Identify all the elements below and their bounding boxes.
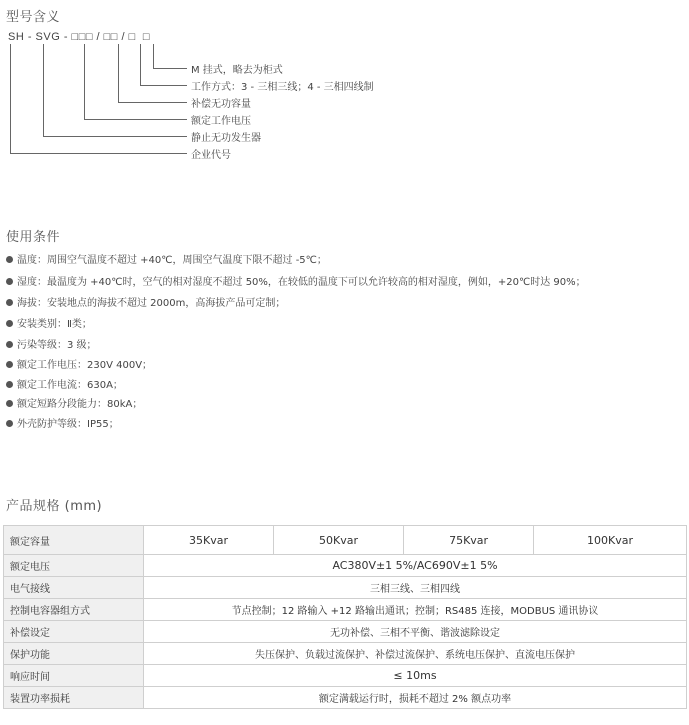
spec-table [3,525,687,709]
conditions-heading: 使用条件 [6,230,61,245]
row-value: AC380V±1 5%/AC690V±1 5% [144,555,687,577]
condition-item: 额定工作电流：630A； [6,376,123,391]
model-meaning-heading: 型号含义 [6,10,61,25]
row-value: 无功补偿、三相不平衡、谐波滤除设定 [144,621,687,643]
table-row [4,526,687,555]
capacity-cell: 50Kvar [274,526,404,555]
row-value: ≤ 10ms [144,665,687,687]
table-row [4,665,687,687]
bullet-icon [6,381,13,388]
table-row [4,621,687,643]
condition-item: 安装类别：Ⅱ类； [6,315,92,330]
row-label: 装置功率损耗 [4,687,144,709]
row-label: 保护功能 [4,643,144,665]
bullet-icon [6,299,13,306]
table-row [4,555,687,577]
model-label-work-mode: 工作方式：3 - 三相三线；4 - 三相四线制 [191,82,374,93]
row-value: 三相三线、三相四线 [144,577,687,599]
condition-item: 海拔：安装地点的海拔不超过 2000m，高海拔产品可定制； [6,294,285,309]
condition-item: 污染等级：3 级； [6,336,97,351]
row-value: 节点控制；12 路输入 +12 路输出通讯；控制；RS485 连接，MODBUS 通讯协议 [144,599,687,621]
model-label-mount: M 挂式，略去为柜式 [191,65,283,76]
bullet-icon [6,361,13,368]
model-label-company: 企业代号 [191,150,231,161]
spec-heading: 产品规格 (mm) [6,499,103,514]
table-row [4,599,687,621]
table-row [4,643,687,665]
row-label: 电气接线 [4,577,144,599]
row-label: 额定电压 [4,555,144,577]
row-value: 失压保护、负载过流保护、补偿过流保护、系统电压保护、直流电压保护 [144,643,687,665]
row-label: 额定容量 [4,526,144,555]
bullet-icon [6,320,13,327]
model-label-svg: 静止无功发生器 [191,133,261,144]
capacity-cell: 75Kvar [404,526,534,555]
condition-item: 湿度：最温度为 +40℃时，空气的相对湿度不超过 50%，在较低的温度下可以允许较高的相对湿度，例如，+20℃时达 90%； [6,273,586,288]
condition-item: 额定工作电压：230V 400V； [6,356,152,371]
capacity-cell: 35Kvar [144,526,274,555]
row-label: 补偿设定 [4,621,144,643]
bullet-icon [6,341,13,348]
row-label: 控制电容器组方式 [4,599,144,621]
condition-item: 温度：周围空气温度不超过 +40℃，周围空气温度下限不超过 -5℃； [6,251,327,266]
bullet-icon [6,420,13,427]
table-row [4,577,687,599]
bullet-icon [6,256,13,263]
bullet-icon [6,278,13,285]
model-label-voltage: 额定工作电压 [191,116,251,127]
table-row [4,687,687,709]
condition-item: 外壳防护等级：IP55； [6,415,119,430]
model-label-capacity: 补偿无功容量 [191,99,251,110]
row-value: 额定满载运行时，损耗不超过 2% 额点功率 [144,687,687,709]
row-label: 响应时间 [4,665,144,687]
capacity-cell: 100Kvar [534,526,687,555]
condition-item: 额定短路分段能力：80kA； [6,395,142,410]
model-code: SH - SVG - □□□ / □□ / □ □ [8,31,151,43]
bullet-icon [6,400,13,407]
